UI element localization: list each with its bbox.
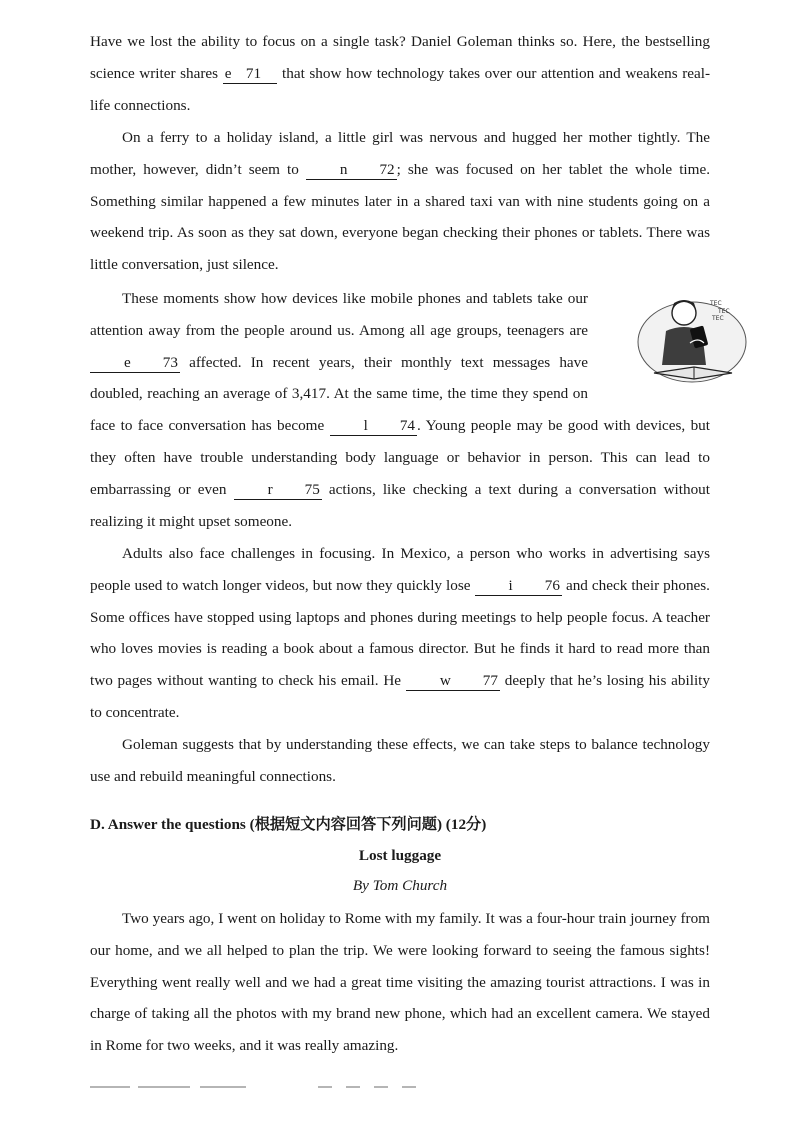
blank-77[interactable] [406, 672, 500, 691]
page-footer-marks [90, 1083, 450, 1091]
paragraph-text: On a ferry to a holiday island, a little girl was nervous and hugged her mother tightly. The mother, however, didn’t seem to [90, 129, 710, 178]
blank-number: 77 [482, 672, 498, 690]
passage-paragraph-2 [90, 122, 710, 281]
blank-number: 76 [544, 576, 560, 594]
blank-initial-letter: i [508, 576, 513, 594]
blank-initial-letter: e [224, 64, 232, 82]
blank-71[interactable] [223, 65, 278, 84]
paragraph-text: that show how technology takes over our attention and weakens real-life connections. [90, 64, 711, 114]
blank-number: 73 [162, 353, 178, 371]
blank-number: 71 [245, 64, 262, 82]
teen-texting-illustration-icon [600, 287, 730, 387]
paragraph-text: . Young people may be good with devices, but they often have trouble understanding body language or behavior in person. This can lead to embarrassing or even [90, 417, 710, 498]
story-paragraph-1: Two years ago, I went on holiday to Rome with my family. It was a four-hour train journey from our home, and we all helped to plan the trip. We were looking forward to seeing the famous sights! Everything went really well and we had a great time visiting the amazing tourist attractions. I was in charge of taking all the photos with my brand new phone, which had an excellent camera. We stayed in Rome for two weeks, and it was really amazing. [90, 910, 710, 1055]
section-d-heading: D. Answer the questions (根据短文内容回答下列问题) (12分) [90, 816, 487, 833]
passage-paragraph-5: Goleman suggests that by understanding these effects, we can take steps to balance technology use and rebuild meaningful connections. [90, 736, 710, 785]
blank-number: 72 [379, 160, 395, 178]
svg-text:TEC: TEC [718, 308, 730, 315]
blank-75[interactable] [234, 481, 322, 500]
blank-72[interactable] [306, 161, 397, 180]
blank-initial-letter: e [124, 353, 131, 371]
paragraph-text: Adults also face challenges in focusing. In Mexico, a person who works in advertising says people used to watch longer videos, but now they quickly lose [90, 545, 710, 594]
story-title: Lost luggage [358, 847, 442, 864]
blank-initial-letter: n [339, 160, 348, 178]
paragraph-text: deeply that he’s losing his ability to concentrate. [90, 672, 710, 721]
paragraph-text: ; she was focused on her tablet the whole time. Something similar happened a few minutes later in a shared taxi van with nine students going on a weekend trip. As soon as they sat down, everyone began checking their phones or tablets. There was little conversation, just silence. [90, 160, 710, 274]
blank-number: 75 [304, 480, 320, 498]
blank-initial-letter: r [267, 480, 273, 498]
blank-number: 74 [399, 417, 415, 435]
paragraph-text: affected. In recent years, their monthly text messages have doubled, reaching an average of 3,417. At the same time, the time they spend on face to face conversation has become [90, 353, 588, 435]
paragraph-text: actions, like checking a text during a conversation without realizing it might upset someone. [90, 480, 710, 530]
passage-paragraph-1 [90, 26, 710, 121]
passage-paragraph-3 [90, 283, 730, 537]
blank-initial-letter: l [363, 417, 368, 435]
paragraph-text: Have we lost the ability to focus on a single task? Daniel Goleman thinks so. Here, the bestselling science writer shares [90, 33, 710, 82]
paragraph-text: These moments show how devices like mobile phones and tablets take our attention away from the people around us. Among all age groups, teenagers are [90, 290, 588, 339]
blank-76[interactable] [475, 577, 562, 596]
svg-text:TEC: TEC [712, 315, 724, 322]
paragraph-text: and check their phones. Some offices have stopped using laptops and phones during meetings to help people focus. A teacher who loves movies is reading a book about a famous director. But he finds it hard to read more than two pages without wanting to check his email. He [90, 576, 710, 690]
blank-73[interactable] [90, 354, 180, 373]
story-byline: By Tom Church [352, 877, 448, 894]
blank-initial-letter: w [439, 672, 451, 690]
svg-text:TEC: TEC [710, 300, 722, 307]
passage-paragraph-4 [90, 538, 710, 729]
blank-74[interactable] [330, 417, 417, 436]
